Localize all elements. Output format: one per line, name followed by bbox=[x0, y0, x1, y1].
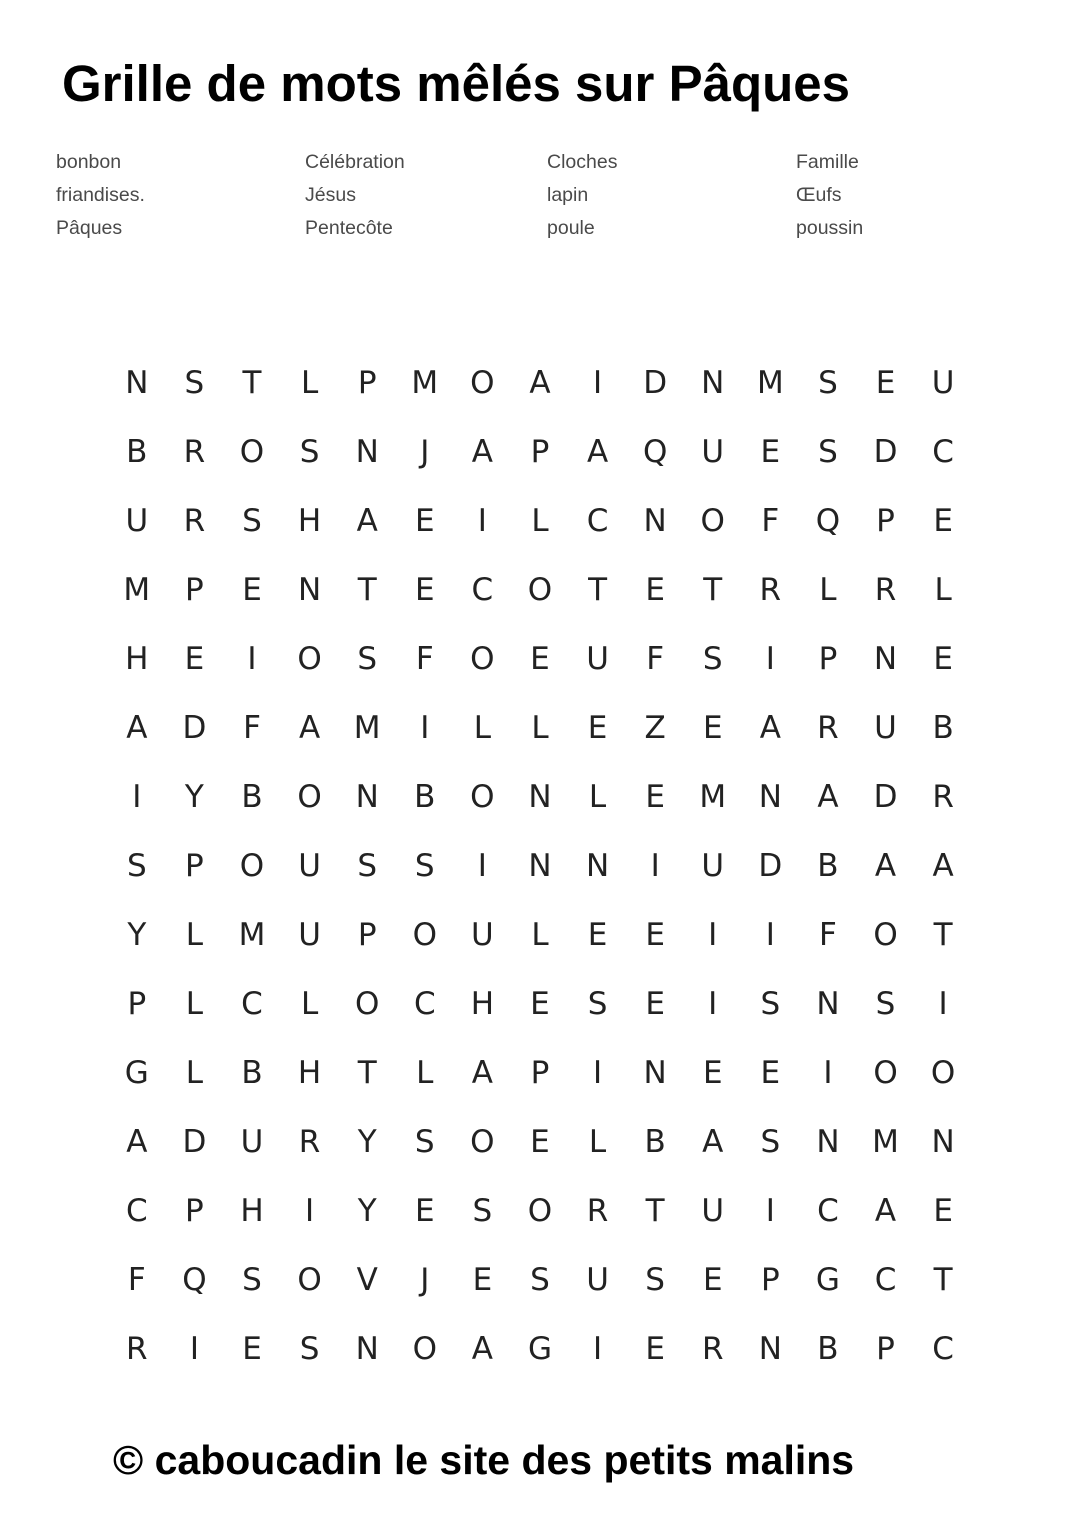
grid-letter: M bbox=[353, 709, 381, 746]
grid-letter: E bbox=[645, 571, 665, 608]
copyright-footer: © caboucadin le site des petits malins bbox=[113, 1437, 855, 1483]
grid-letter: E bbox=[414, 571, 435, 608]
grid-letter: E bbox=[414, 502, 435, 539]
grid-letter: O bbox=[873, 916, 898, 953]
grid-letter: S bbox=[414, 847, 435, 884]
grid-letter: Q bbox=[642, 433, 668, 470]
grid-letter: I bbox=[708, 916, 718, 953]
grid-letter: S bbox=[242, 502, 262, 539]
grid-letter: I bbox=[189, 1330, 199, 1367]
grid-letter: N bbox=[931, 1123, 955, 1160]
grid-letter: I bbox=[592, 364, 603, 401]
grid-letter: U bbox=[240, 1123, 264, 1160]
word-item: Cloches bbox=[547, 151, 618, 173]
grid-letter: O bbox=[873, 1054, 898, 1091]
grid-letter: Y bbox=[357, 1123, 377, 1160]
grid-letter: U bbox=[931, 364, 955, 401]
grid-letter: J bbox=[420, 1261, 430, 1298]
grid-letter: E bbox=[184, 640, 205, 677]
grid-letter: S bbox=[472, 1192, 493, 1229]
grid-letter: R bbox=[586, 1192, 609, 1229]
grid-letter: L bbox=[819, 571, 837, 608]
grid-letter: C bbox=[241, 985, 263, 1022]
grid-letter: O bbox=[470, 778, 495, 815]
grid-letter: E bbox=[414, 1192, 435, 1229]
word-item: bonbon bbox=[56, 151, 122, 173]
grid-letter: G bbox=[124, 1054, 149, 1091]
grid-letter: A bbox=[702, 1123, 724, 1160]
grid-letter: A bbox=[471, 1054, 493, 1091]
grid-letter: F bbox=[243, 709, 261, 746]
grid-letter: E bbox=[645, 778, 665, 815]
grid-letter: R bbox=[817, 709, 839, 746]
grid-letter: N bbox=[125, 364, 149, 401]
grid-letter: I bbox=[420, 709, 430, 746]
grid-letter: P bbox=[818, 640, 838, 677]
grid-letter: R bbox=[183, 502, 206, 539]
grid-letter: O bbox=[470, 1123, 495, 1160]
grid-letter: E bbox=[933, 640, 953, 677]
grid-letter: U bbox=[298, 847, 321, 884]
grid-letter: E bbox=[760, 433, 781, 470]
grid-letter: N bbox=[643, 502, 667, 539]
grid-letter: H bbox=[297, 1054, 322, 1091]
word-list bbox=[56, 146, 916, 246]
grid-letter: R bbox=[298, 1123, 321, 1160]
grid-letter: A bbox=[932, 847, 954, 884]
grid-letter: P bbox=[185, 571, 204, 608]
grid-letter: C bbox=[932, 433, 954, 470]
grid-letter: L bbox=[588, 778, 607, 815]
grid-letter: L bbox=[416, 1054, 434, 1091]
grid-letter: B bbox=[414, 778, 436, 815]
word-item: Pentecôte bbox=[305, 217, 393, 239]
grid-letter: S bbox=[702, 640, 723, 677]
grid-letter: T bbox=[588, 571, 608, 608]
grid-letter: E bbox=[530, 640, 550, 677]
grid-letter: N bbox=[643, 1054, 667, 1091]
grid-letter: O bbox=[527, 1192, 553, 1229]
grid-letter: R bbox=[126, 1330, 148, 1367]
grid-letter: D bbox=[873, 778, 898, 815]
word-item: lapin bbox=[547, 184, 589, 206]
word-item: poule bbox=[547, 217, 595, 239]
grid-letter: U bbox=[701, 1192, 725, 1229]
grid-letter: P bbox=[530, 433, 550, 470]
grid-letter: F bbox=[127, 1261, 146, 1298]
grid-letter: R bbox=[701, 1330, 724, 1367]
grid-letter: F bbox=[415, 640, 434, 677]
word-item: Famille bbox=[796, 151, 859, 173]
grid-letter: P bbox=[185, 847, 204, 884]
grid-letter: L bbox=[531, 709, 549, 746]
grid-letter: E bbox=[933, 502, 953, 539]
word-column bbox=[547, 146, 617, 245]
grid-letter: E bbox=[702, 1054, 723, 1091]
grid-letter: L bbox=[473, 709, 491, 746]
grid-letter: S bbox=[184, 364, 205, 401]
grid-letter: P bbox=[357, 916, 377, 953]
grid-letter: E bbox=[702, 709, 723, 746]
grid-letter: B bbox=[126, 433, 148, 470]
grid-letter: A bbox=[471, 1330, 493, 1367]
grid-letter: L bbox=[185, 916, 204, 953]
grid-letter: A bbox=[586, 433, 609, 470]
grid-letter: L bbox=[531, 916, 549, 953]
grid-letter: Y bbox=[184, 778, 204, 815]
grid-letter: O bbox=[930, 1054, 956, 1091]
grid-letter: N bbox=[585, 847, 610, 884]
grid-letter: U bbox=[471, 916, 494, 953]
grid-letter: P bbox=[357, 364, 377, 401]
grid-letter: E bbox=[645, 985, 665, 1022]
word-item: Jésus bbox=[305, 184, 356, 206]
grid-letter: P bbox=[760, 1261, 780, 1298]
grid-letter: G bbox=[527, 1330, 552, 1367]
grid-letter: I bbox=[592, 1054, 603, 1091]
grid-letter: N bbox=[701, 364, 725, 401]
word-column bbox=[56, 146, 145, 245]
grid-letter: A bbox=[874, 847, 897, 884]
grid-letter: T bbox=[703, 571, 723, 608]
word-item: Célébration bbox=[305, 151, 405, 173]
grid-letter: M bbox=[238, 916, 266, 953]
grid-letter: M bbox=[699, 778, 727, 815]
grid-letter: I bbox=[765, 916, 775, 953]
grid-letter: D bbox=[758, 847, 783, 884]
grid-letter: U bbox=[701, 433, 725, 470]
grid-letter: I bbox=[132, 778, 142, 815]
grid-letter: S bbox=[242, 1261, 262, 1298]
grid-letter: S bbox=[818, 364, 838, 401]
grid-letter: L bbox=[185, 985, 204, 1022]
grid-letter: D bbox=[182, 1123, 207, 1160]
grid-letter: I bbox=[592, 1330, 603, 1367]
grid-letter: R bbox=[759, 571, 782, 608]
grid-letter: T bbox=[933, 916, 953, 953]
grid-letter: L bbox=[588, 1123, 607, 1160]
grid-letter: I bbox=[765, 640, 775, 677]
grid-letter: M bbox=[756, 364, 784, 401]
grid-letter: P bbox=[876, 1330, 895, 1367]
grid-letter: A bbox=[126, 709, 148, 746]
grid-letter: E bbox=[645, 916, 665, 953]
grid-letter: E bbox=[242, 571, 262, 608]
word-item: Œufs bbox=[796, 184, 842, 206]
grid-letter: A bbox=[298, 709, 321, 746]
grid-letter: N bbox=[355, 433, 379, 470]
grid-letter: O bbox=[297, 640, 322, 677]
grid-letter: E bbox=[875, 364, 896, 401]
grid-letter: C bbox=[874, 1261, 897, 1298]
grid-letter: E bbox=[645, 1330, 665, 1367]
grid-letter: A bbox=[126, 1123, 148, 1160]
grid-letter: S bbox=[299, 1330, 320, 1367]
grid-letter: E bbox=[587, 916, 608, 953]
grid-letter: P bbox=[127, 985, 147, 1022]
grid-letter: Q bbox=[815, 502, 841, 539]
grid-letter: O bbox=[239, 847, 265, 884]
grid-letter: E bbox=[933, 1192, 953, 1229]
grid-letter: A bbox=[471, 433, 493, 470]
grid-letter: N bbox=[528, 778, 552, 815]
grid-letter: E bbox=[760, 1054, 781, 1091]
word-item: Pâques bbox=[56, 217, 123, 239]
grid-letter: B bbox=[241, 778, 263, 815]
grid-letter: E bbox=[472, 1261, 493, 1298]
grid-letter: E bbox=[587, 709, 608, 746]
grid-letter: L bbox=[934, 571, 952, 608]
grid-letter: A bbox=[874, 1192, 897, 1229]
grid-letter: M bbox=[872, 1123, 899, 1160]
grid-letter: S bbox=[357, 640, 378, 677]
grid-letter: B bbox=[817, 1330, 839, 1367]
grid-letter: P bbox=[185, 1192, 204, 1229]
grid-letter: S bbox=[760, 1123, 781, 1160]
grid-letter: L bbox=[185, 1054, 204, 1091]
grid-letter: T bbox=[357, 571, 377, 608]
grid-letter: N bbox=[355, 1330, 379, 1367]
grid-letter: S bbox=[818, 433, 838, 470]
grid-letter: M bbox=[411, 364, 439, 401]
letter-grid bbox=[108, 348, 972, 1383]
grid-letter: S bbox=[126, 847, 147, 884]
grid-letter: I bbox=[477, 502, 487, 539]
grid-letter: B bbox=[241, 1054, 263, 1091]
grid-letter: P bbox=[876, 502, 895, 539]
grid-letter: E bbox=[530, 1123, 550, 1160]
grid-letter: I bbox=[477, 847, 487, 884]
grid-letter: F bbox=[761, 502, 780, 539]
grid-letter: S bbox=[299, 433, 320, 470]
grid-letter: A bbox=[529, 364, 551, 401]
grid-letter: D bbox=[873, 433, 898, 470]
grid-letter: B bbox=[932, 709, 954, 746]
grid-letter: N bbox=[816, 1123, 840, 1160]
grid-letter: I bbox=[938, 985, 948, 1022]
grid-letter: I bbox=[765, 1192, 775, 1229]
grid-letter: T bbox=[357, 1054, 377, 1091]
grid-letter: H bbox=[125, 640, 149, 677]
grid-letter: A bbox=[356, 502, 378, 539]
grid-letter: U bbox=[125, 502, 149, 539]
grid-letter: N bbox=[816, 985, 840, 1022]
page-title: Grille de mots mêlés sur Pâques bbox=[62, 55, 850, 112]
grid-letter: R bbox=[874, 571, 897, 608]
grid-letter: U bbox=[701, 847, 725, 884]
grid-letter: S bbox=[530, 1261, 550, 1298]
grid-letter: O bbox=[412, 916, 437, 953]
grid-letter: O bbox=[527, 571, 553, 608]
grid-letter: O bbox=[239, 433, 265, 470]
grid-letter: O bbox=[354, 985, 380, 1022]
grid-letter: L bbox=[531, 502, 549, 539]
grid-letter: S bbox=[414, 1123, 435, 1160]
grid-letter: Y bbox=[127, 916, 147, 953]
grid-letter: I bbox=[305, 1192, 315, 1229]
grid-letter: E bbox=[530, 985, 550, 1022]
grid-letter: T bbox=[645, 1192, 665, 1229]
grid-letter: Y bbox=[357, 1192, 377, 1229]
grid-letter: L bbox=[300, 985, 319, 1022]
grid-letter: U bbox=[874, 709, 897, 746]
grid-letter: O bbox=[470, 640, 495, 677]
grid-letter: C bbox=[586, 502, 609, 539]
word-column bbox=[796, 146, 863, 245]
grid-letter: N bbox=[528, 847, 552, 884]
grid-letter: P bbox=[530, 1054, 550, 1091]
grid-letter: O bbox=[297, 778, 322, 815]
grid-letter: E bbox=[702, 1261, 723, 1298]
grid-letter: C bbox=[125, 1192, 148, 1229]
grid-letter: H bbox=[297, 502, 322, 539]
grid-letter: J bbox=[420, 433, 430, 470]
grid-letter: C bbox=[932, 1330, 954, 1367]
grid-letter: H bbox=[470, 985, 495, 1022]
grid-letter: S bbox=[875, 985, 896, 1022]
grid-letter: I bbox=[823, 1054, 833, 1091]
grid-letter: B bbox=[817, 847, 839, 884]
grid-letter: H bbox=[240, 1192, 264, 1229]
grid-letter: M bbox=[123, 571, 151, 608]
grid-letter: A bbox=[817, 778, 839, 815]
grid-letter: I bbox=[247, 640, 257, 677]
grid-letter: N bbox=[355, 778, 379, 815]
word-column bbox=[305, 146, 405, 245]
grid-letter: N bbox=[758, 1330, 782, 1367]
grid-letter: N bbox=[758, 778, 782, 815]
grid-letter: N bbox=[297, 571, 322, 608]
grid-letter: Q bbox=[182, 1261, 207, 1298]
grid-letter: O bbox=[700, 502, 725, 539]
grid-letter: I bbox=[650, 847, 660, 884]
grid-letter: T bbox=[933, 1261, 953, 1298]
grid-letter: U bbox=[298, 916, 321, 953]
grid-letter: S bbox=[645, 1261, 665, 1298]
grid-letter: B bbox=[644, 1123, 666, 1160]
grid-letter: O bbox=[412, 1330, 437, 1367]
grid-letter: S bbox=[357, 847, 378, 884]
grid-letter: T bbox=[242, 364, 262, 401]
grid-letter: C bbox=[817, 1192, 839, 1229]
grid-letter: F bbox=[819, 916, 837, 953]
grid-letter: U bbox=[586, 1261, 609, 1298]
grid-letter: R bbox=[932, 778, 954, 815]
grid-letter: L bbox=[300, 364, 319, 401]
grid-letter: E bbox=[242, 1330, 262, 1367]
grid-letter: S bbox=[760, 985, 781, 1022]
grid-letter: D bbox=[643, 364, 668, 401]
grid-letter: O bbox=[470, 364, 495, 401]
grid-letter: Z bbox=[644, 709, 666, 746]
grid-letter: O bbox=[297, 1261, 322, 1298]
grid-letter: V bbox=[356, 1261, 378, 1298]
grid-letter: R bbox=[183, 433, 206, 470]
word-item: friandises. bbox=[56, 184, 145, 206]
grid-letter: I bbox=[708, 985, 718, 1022]
grid-letter: A bbox=[759, 709, 781, 746]
grid-letter: U bbox=[586, 640, 609, 677]
grid-letter: C bbox=[471, 571, 494, 608]
grid-letter: N bbox=[873, 640, 898, 677]
grid-letter: D bbox=[182, 709, 207, 746]
grid-letter: F bbox=[646, 640, 665, 677]
grid-letter: S bbox=[587, 985, 608, 1022]
grid-letter: G bbox=[815, 1261, 840, 1298]
grid-letter: C bbox=[413, 985, 436, 1022]
word-item: poussin bbox=[796, 217, 864, 239]
